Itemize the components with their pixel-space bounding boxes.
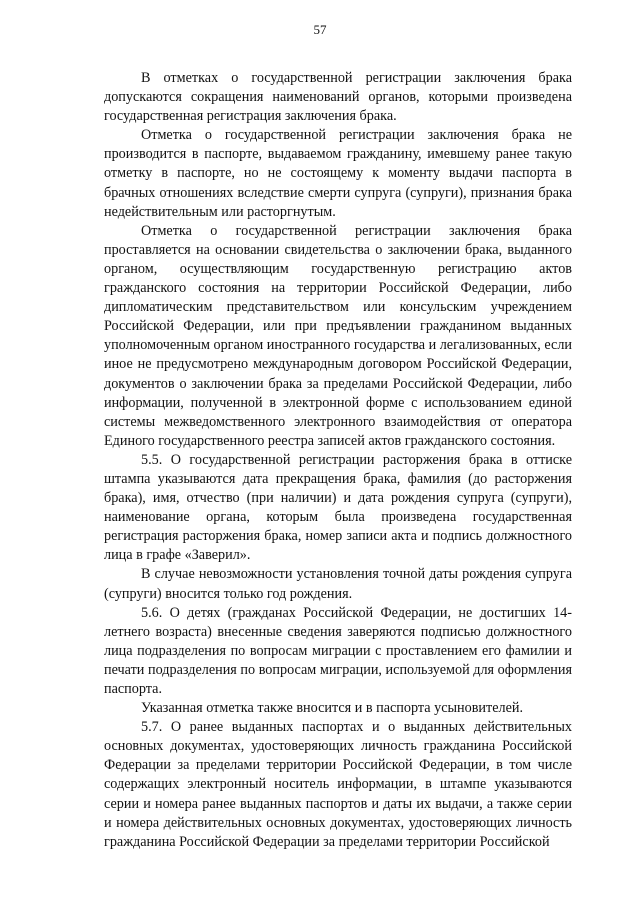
paragraph-5-5-divorce: 5.5. О государственной регистрации расторжения брака в оттиске штампа указываются дата прекращения брака, фамилия (до расторжения брака), имя, отчество (при наличии) и дата рождения супруга (супруги), наименование органа, которым была произведена государственная регистрация расторжения брака, номер записи акта и подпись должностного лица в графе «Заверил».	[104, 451, 572, 564]
paragraph-spouse-birth-year: В случае невозможности установления точной даты рождения супруга (супруги) вносится только год рождения.	[104, 566, 572, 602]
paragraph-marriage-not-entered: Отметка о государственной регистрации заключения брака не производится в паспорте, выдаваемом гражданину, имевшему ранее такую отметку в паспорте, но не состоящему к моменту выдачи паспорта в брачных отношениях вследствие смерти супруга (супруги), признания брака недействительным или расторгнутым.	[104, 127, 572, 220]
paragraph-5-7-previous-passports: 5.7. О ранее выданных паспортах и о выданных действительных основных документах, удостоверяющих личность гражданина Российской Федерации за пределами территории Российской Федерации, в том числе содержащих электронный носитель информации, в штампе указываются серии и номера ранее выданных паспортов и даты их выдачи, а также серии и номера действительных основных документах, удостоверяющих личность гражданина Российской Федерации за пределами территории Российской	[104, 719, 572, 850]
document-body	[104, 69, 572, 852]
paragraph-adoptive-parents: Указанная отметка также вносится и в паспорта усыновителей.	[141, 700, 524, 717]
paragraph-5-6-children: 5.6. О детях (гражданах Российской Федерации, не достигших 14-летнего возраста) внесенные сведения заверяются подписью должностного лица подразделения по вопросам миграции с проставлением его фамилии и печати подразделения по вопросам миграции, используемой для оформления паспорта.	[104, 604, 572, 697]
page-number: 57	[313, 22, 327, 37]
paragraph-marriage-basis: Отметка о государственной регистрации заключения брака проставляется на основании свидетельства о заключении брака, выданного органом, осуществляющим государственную регистрацию актов гражданского состояния на территории Российской Федерации, либо дипломатическим представительством или консульским учреждением Российской Федерации, или при предъявлении гражданином выданных уполномоченным органом иностранного государства и легализованных, если иное не предусмотрено международным договором Российской Федерации, документов о заключении брака за пределами Российской Федерации, либо информации, полученной в электронной форме с использованием единой системы межведомственного электронного взаимодействия от оператора Единого государственного реестра записей актов гражданского состояния.	[104, 222, 572, 449]
paragraph-marriage-abbreviations: В отметках о государственной регистрации заключения брака допускаются сокращения наименований органов, которыми произведена государственная регистрация заключения брака.	[104, 70, 572, 125]
